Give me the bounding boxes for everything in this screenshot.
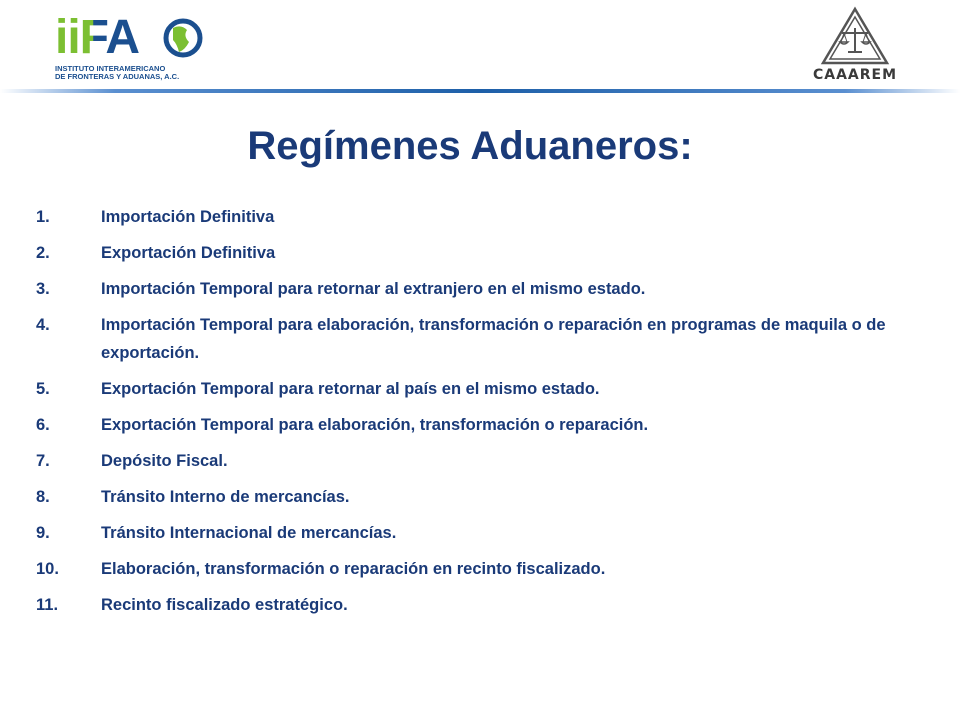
item-text: Recinto fiscalizado estratégico. [101,596,348,614]
iifa-logo [55,11,205,94]
iifa-subtitle [55,65,179,81]
item-text: Elaboración, transformación o reparación en recinto fiscalizado. [101,560,606,578]
item-text: Importación Temporal para retornar al extranjero en el mismo estado. [101,280,646,298]
item-text: Tránsito Interno de mercancías. [101,488,350,506]
iifa-wordmark-text: iiFA [55,11,140,64]
iifa-subtitle-line1: INSTITUTO INTERAMERICANO [55,64,166,73]
slide-title: Regímenes Aduaneros: [247,124,693,168]
list-item [36,411,926,439]
header-rule [0,88,960,96]
slide-header [0,0,960,100]
item-text: Importación Temporal para elaboración, transformación o reparación en programas de maquila o de exportación. [101,316,886,362]
iifa-wordmark [55,11,140,64]
list-item [36,275,926,303]
list-item [36,311,926,367]
item-text: Depósito Fiscal. [101,452,228,470]
list-item [36,239,926,267]
item-number: 4. [36,316,50,334]
item-text: Tránsito Internacional de mercancías. [101,524,397,542]
item-number: 11. [36,596,59,614]
list-item [36,591,926,619]
caaarem-name: CAAAREM [812,67,898,83]
globe-icon [163,16,203,60]
list-item [36,483,926,511]
item-number: 8. [36,488,50,506]
list-item [36,555,926,583]
item-text: Exportación Definitiva [101,244,276,262]
regimes-list [36,203,926,627]
item-text: Exportación Temporal para elaboración, transformación o reparación. [101,416,649,434]
item-number: 9. [36,524,50,542]
list-item [36,375,926,403]
iifa-subtitle-line2: DE FRONTERAS Y ADUANAS, A.C. [55,72,180,81]
item-number: 6. [36,416,50,434]
caaarem-logo [800,6,910,86]
item-number: 3. [36,280,50,298]
item-number: 2. [36,244,50,262]
item-text: Exportación Temporal para retornar al país en el mismo estado. [101,380,600,398]
scales-of-justice-icon [820,6,890,66]
item-number: 5. [36,380,50,398]
item-number: 10. [36,560,59,578]
item-text: Importación Definitiva [101,208,275,226]
list-item [36,447,926,475]
item-number: 1. [36,208,50,226]
list-item [36,203,926,231]
item-number: 7. [36,452,50,470]
list-item [36,519,926,547]
